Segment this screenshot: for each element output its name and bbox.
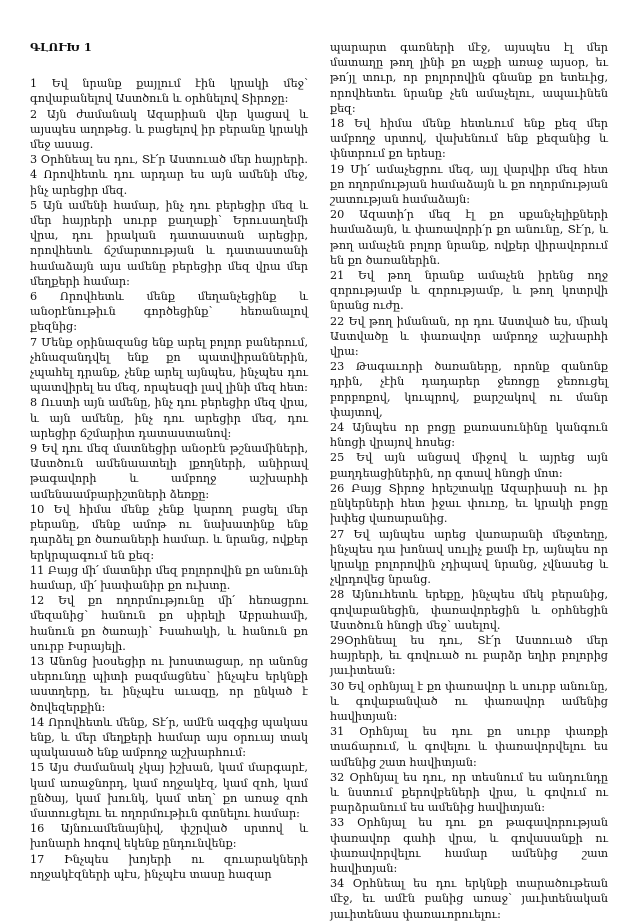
verse-paragraph: 7 Մենք օրինազանց ենք արել բոլոր բաներում, չհնազանդվել ենք քո պատվիրաններին, չպահել դրանք, չենք արել այնպես, ինչպես դու պատվիրել ես մեզ, որպեսզի լավ լինի մեզ հետ: [30, 335, 308, 395]
verse-paragraph: 18 Եվ հիմա մենք հետևում ենք քեզ մեր ամբողջ սրտով, վախենում ենք քեզանից և փնտրում քո երեսը: [330, 117, 608, 161]
verse-paragraph: 34 Օրհնեալ ես դու երկնքի տարածութեան մէջ, եւ ամէն բանից առաջ՝ յաւիտենական յաւիտենաս փառաւորուելու: [330, 877, 608, 921]
verse-paragraph: 2 Այն ժամանակ Ազարիան վեր կացավ և այսպես աղոթեց. և բացելով իր բերանը կրակի մեջ ասաց. [30, 107, 308, 152]
verse-paragraph: 33 Օրհնյալ ես դու քո թագավորության փառավոր գահի վրա, և գովասանքի ու փառավորվելու համար ամենից շատ հավիտյան: [330, 816, 608, 875]
verse-paragraph: 16 Այնուամենայնիվ, փշրված սրտով և խոնարհ հոգով եկենք ընդունվենք: [30, 822, 308, 851]
verse-paragraph: 31 Օրհնյալ ես դու քո սուրբ փառքի տաճարում, և գովելու և փառավորվելու ես ամենից շատ հավիտյան: [330, 725, 608, 769]
verse-paragraph: 17 Ինչպես խոյերի ու զուարակների ողջակէզների պէս, ինչպէս տասը հազար [30, 852, 308, 881]
verse-paragraph: 29Օրհնեալ ես դու, Տէ՛ր Աստուած մեր հայրերի, եւ գովուած ու բարձր եղիր բոլորից յաւիտեան: [330, 633, 608, 678]
verse-paragraph: 25 Եվ այն անցավ միջով և այրեց այն քաղդեացիներին, որ գտավ հնոցի մոտ: [330, 451, 608, 480]
verse-paragraph: 20 Ազատի՛ր մեզ էլ քո սքանչելիքների համաձայն, և փառավորի՛ր քո անունը, Տէ՛ր, և թող ամաչեն բոլոր նրանք, ովքեր վիրավորում են քո ծառաներին. [330, 208, 608, 267]
verse-paragraph: 27 Եվ այնպես արեց վառարանի մեջտեղը, ինչպես դա խոնավ սուլիչ քամի էր, այնպես որ կրակը բոլորովին չդիպավ նրանց, չվնասեց և չվրդովեց նրանց. [330, 527, 608, 587]
verse-paragraph: 22 Եվ թող իմանան, որ դու Աստված ես, միակ Աստվածը և փառավոր ամբողջ աշխարհի վրա: [330, 314, 608, 359]
verse-paragraph: պարարտ գառների մէջ, այսպես էլ մեր մատաղը թող լինի քո աչքի առաջ այսօր, եւ թո՛յլ տուր, որ բոլորովին գնանք քո ետեւից, որովհետեւ նրանք չեն ամաչելու, ապաւինեն քեզ: [330, 41, 608, 115]
left-column [30, 40, 308, 880]
verse-paragraph: 26 Բայց Տիրոջ հրեշտակը Ազարիասի ու իր ընկերների հետ իջաւ փուռը, եւ կրակի բոցը խփեց վառարանից. [330, 481, 608, 526]
verse-paragraph: 11 Բայց մի՛ մատնիր մեզ բոլորովին քո անունի համար, մի՛ խափանիր քո ուխտը. [30, 563, 308, 592]
verse-paragraph: 21 Եվ թող նրանք ամաչեն իրենց ողջ զորությամբ և զորությամբ, և թող կոտրվի նրանց ուժը. [330, 269, 608, 313]
verse-paragraph: 13 Անոնց խօսեցիր ու խոստացար, որ անոնց սերունդը պիտի բազմացնես՝ ինչպէս երկնքի աստղերը, եւ ինչպէս աւազը, որ ընկած է ծովեզերքին: [30, 654, 308, 714]
chapter-heading: ԳԼՈՒԽ 1 [30, 40, 92, 54]
verse-paragraph: 10 Եվ հիմա մենք չենք կարող բացել մեր բերանը, մենք ամոթ ու նախատինք ենք դարձել քո ծառաների համար. և նրանց, ովքեր երկրպագում են քեզ: [30, 502, 308, 562]
verse-paragraph: 3 Օրհնեալ ես դու, Տէ՛ր Աստուած մեր հայրերի. 4 Որովհետև դու արդար ես այն ամենի մեջ, ինչ արեցիր մեզ. [30, 153, 308, 197]
verse-paragraph: 12 Եվ քո ողորմությունը մի՛ հեռացրու մեզանից՝ հանուն քո սիրելի Աբրահամի, հանուն քո ծառայի՝ Իսահակի, և հանուն քո սուրբ Իսրայելի. [30, 594, 308, 653]
verse-paragraph: 28 Այնուհետև երեքը, ինչպես մեկ բերանից, գովաբանեցին, փառավորեցին և օրհնեցին Աստծուն հնոցի մեջ՝ ասելով. [330, 588, 608, 632]
verse-paragraph: 9 Եվ դու մեզ մատնեցիր անօրէն թշնամիների, Աստծուն ամենաատելի լքողների, անիրավ թագավորի և ամբողջ աշխարհի ամենաամբարիշտների ձեռքը: [30, 442, 308, 501]
verse-paragraph: 30 Եվ օրհնյալ է քո փառավոր և սուրբ անունը, և գովաբանված ու փառավոր ամենից հավիտյան: [330, 679, 608, 723]
verse-paragraph: 23 Թագաւորի ծառաները, որոնք զանոնք դրին, չէին դադարեր ջեռոցը ջեռուցել բորբոքով, կուպրով, քարշակով ու մանր փայտով, [330, 360, 608, 419]
verse-paragraph: 6 Որովհետև մենք մեղանչեցինք և անօրէնութիւն գործեցինք՝ հեռանալով քեզնից: [30, 290, 308, 334]
verse-paragraph: 32 Օրհնյալ ես դու, որ տեսնում ես անդունդը և նստում քերովբեների վրա, և գովում ու բարձրանում ես ամենից հավիտյան: [330, 770, 608, 815]
verse-paragraph: 24 Այնպես որ բոցը քառասունինը կանգուն հնոցի վրայով հոսեց: [330, 421, 608, 450]
verse-paragraph: 1 Եվ նրանք քայլում էին կրակի մեջ՝ գովաբանելով Աստծուն և օրհնելով Տիրոջը: [30, 77, 308, 106]
verse-paragraph: 14 Որովհետև մենք, Տէ՛ր, ամէն ազգից պակաս ենք, և մեր մեղքերի համար այս օրուայ տակ պակասած ենք ամբողջ աշխարհում: [30, 715, 308, 760]
verse-paragraph: 8 Ուստի այն ամենը, ինչ դու բերեցիր մեզ վրա, և այն ամենը, ինչ դու արեցիր մեզ, դու արեցիր ճշմարիտ դատաստանով: [30, 396, 308, 440]
verse-paragraph: 5 Այն ամենի համար, ինչ դու բերեցիր մեզ և մեր հայրերի սուրբ քաղաքի՝ Երուսաղեմի վրա, դու իրական դատաստան արեցիր, որովհետև ճշմարտության և դատաստանի համաձայն այս ամենը բերեցիր մեզ վրա մեր մեղքերի համար: [30, 198, 308, 288]
verse-paragraph: 15 Այս ժամանակ չկայ իշխան, կամ մարգարէ, կամ առաջնորդ, կամ ողջակէզ, կամ զոհ, կամ ընծայ, կամ խունկ, կամ տեղ՝ քո առաջ զոհ մատուցելու եւ ողորմութիւն գտնելու համար: [30, 761, 308, 820]
verse-paragraph: 19 Մի՛ ամաչեցրու մեզ, այլ վարվիր մեզ հետ քո ողորմության համաձայն և քո ողորմության շատության համաձայն: [330, 162, 608, 207]
right-column [330, 40, 608, 921]
